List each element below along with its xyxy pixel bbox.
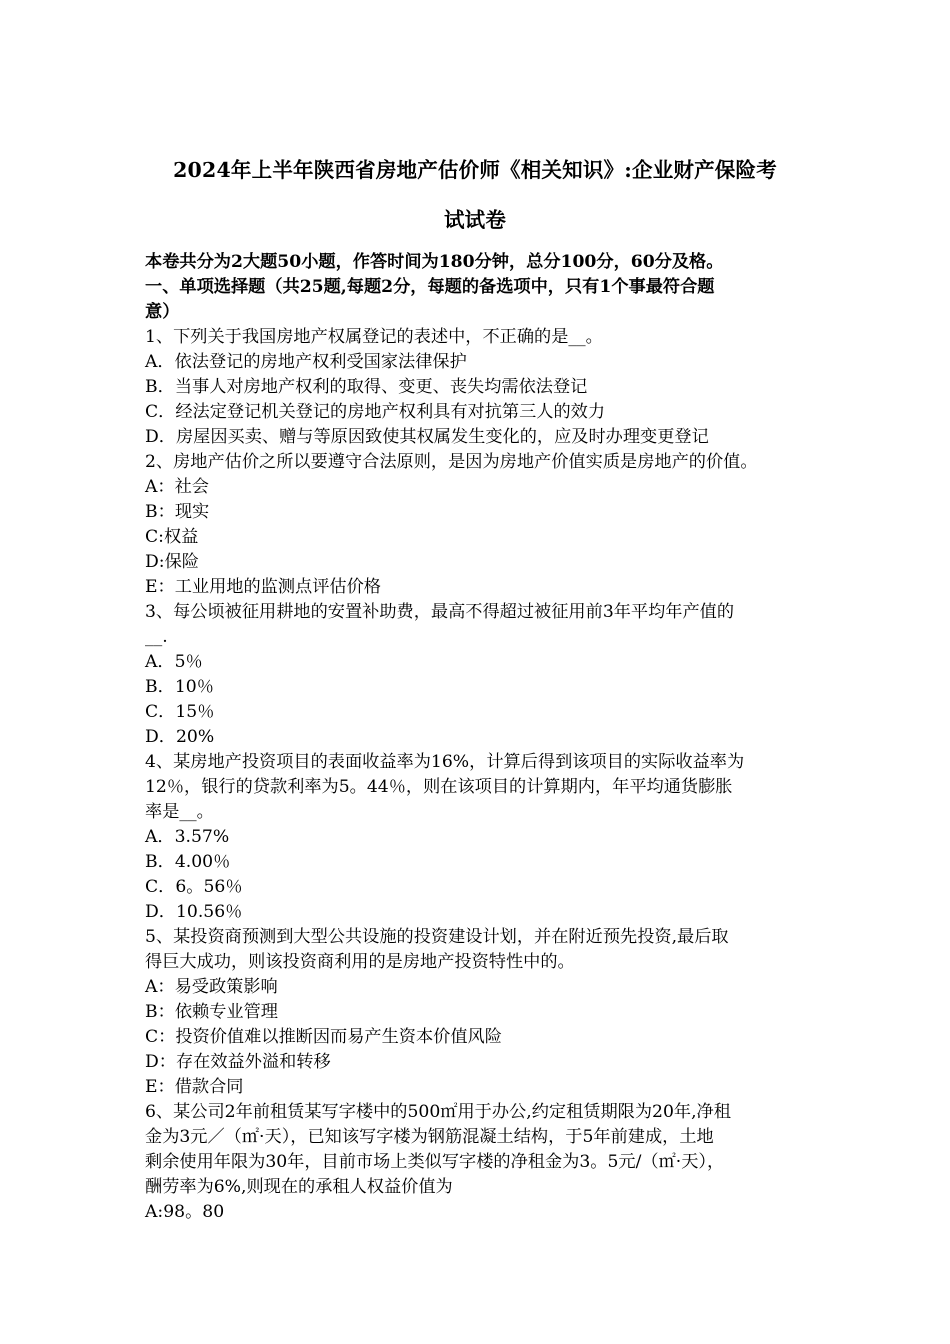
question-1-stem: 1、下列关于我国房地产权属登记的表述中，不正确的是__。 (145, 327, 603, 347)
question-2-option-a: A：社会 (145, 477, 209, 497)
question-6-option-a: A:98。80 (145, 1202, 225, 1222)
question-1-option-d: D．房屋因买卖、赠与等原因致使其权属发生变化的，应及时办理变更登记 (145, 427, 709, 447)
question-5-option-a: A：易受政策影响 (145, 977, 278, 997)
exam-intro: 本卷共分为2大题50小题，作答时间为180分钟，总分100分，60分及格。 (145, 252, 724, 272)
question-5-option-d: D：存在效益外溢和转移 (145, 1052, 331, 1072)
question-6-stem-continued: 金为3元／（㎡·天），已知该写字楼为钢筋混凝土结构，于5年前建成，土地 (145, 1127, 714, 1147)
question-4-option-a: A．3.57% (145, 827, 230, 847)
question-3-option-b: B．10％ (145, 677, 214, 697)
question-5-option-b: B：依赖专业管理 (145, 1002, 278, 1022)
section-heading: 一、单项选择题（共25题,每题2分，每题的备选项中，只有1个事最符合题 (145, 277, 715, 297)
document-body (145, 250, 825, 1225)
question-4-option-c: C．6。56％ (145, 877, 243, 897)
section-heading-continued: 意） (145, 302, 180, 322)
question-6-stem-continued-2: 剩余使用年限为30年，目前市场上类似写字楼的净租金为3。5元/（㎡·天）， (145, 1152, 725, 1172)
question-4-option-b: B．4.00％ (145, 852, 231, 872)
question-3-stem: 3、每公顷被征用耕地的安置补助费，最高不得超过被征用前3年平均年产值的 (145, 602, 735, 622)
question-5-stem: 5、某投资商预测到大型公共设施的投资建设计划，并在附近预先投资,最后取 (145, 927, 729, 947)
question-4-stem-end: 率是__。 (145, 802, 214, 822)
question-4-stem: 4、某房地产投资项目的表面收益率为16%，计算后得到该项目的实际收益率为 (145, 752, 745, 772)
question-2-option-b: B：现实 (145, 502, 210, 522)
question-1-option-c: C．经法定登记机关登记的房地产权利具有对抗第三人的效力 (145, 402, 606, 422)
question-3-option-c: C．15％ (145, 702, 215, 722)
question-4-option-d: D．10.56％ (145, 902, 243, 922)
question-5-option-c: C：投资价值难以推断因而易产生资本价值风险 (145, 1027, 502, 1047)
question-3-stem-continued: __. (145, 627, 168, 647)
question-5-option-e: E：借款合同 (145, 1077, 244, 1097)
document-title: 2024年上半年陕西省房地产估价师《相关知识》:企业财产保险考 (173, 158, 777, 182)
question-3-option-d: D．20% (145, 727, 215, 747)
question-2-option-d: D:保险 (145, 552, 199, 572)
question-1-option-a: A．依法登记的房地产权利受国家法律保护 (145, 352, 467, 372)
question-6-stem: 6、某公司2年前租赁某写字楼中的500㎡用于办公,约定租赁期限为20年,净租 (145, 1102, 731, 1122)
document-title-continued: 试试卷 (443, 208, 507, 232)
question-2-stem: 2、房地产估价之所以要遵守合法原则，是因为房地产价值实质是房地产的价值。 (145, 452, 758, 472)
question-4-stem-continued: 12％，银行的贷款利率为5。44％，则在该项目的计算期内，年平均通货膨胀 (145, 777, 733, 797)
question-5-stem-continued: 得巨大成功，则该投资商利用的是房地产投资特性中的。 (145, 952, 575, 972)
question-1-option-b: B．当事人对房地产权利的取得、变更、丧失均需依法登记 (145, 377, 588, 397)
question-3-option-a: A．5％ (145, 652, 203, 672)
question-2-option-e: E：工业用地的监测点评估价格 (145, 577, 381, 597)
question-6-stem-end: 酬劳率为6%,则现在的承租人权益价值为 (145, 1177, 453, 1197)
question-2-option-c: C:权益 (145, 527, 199, 547)
